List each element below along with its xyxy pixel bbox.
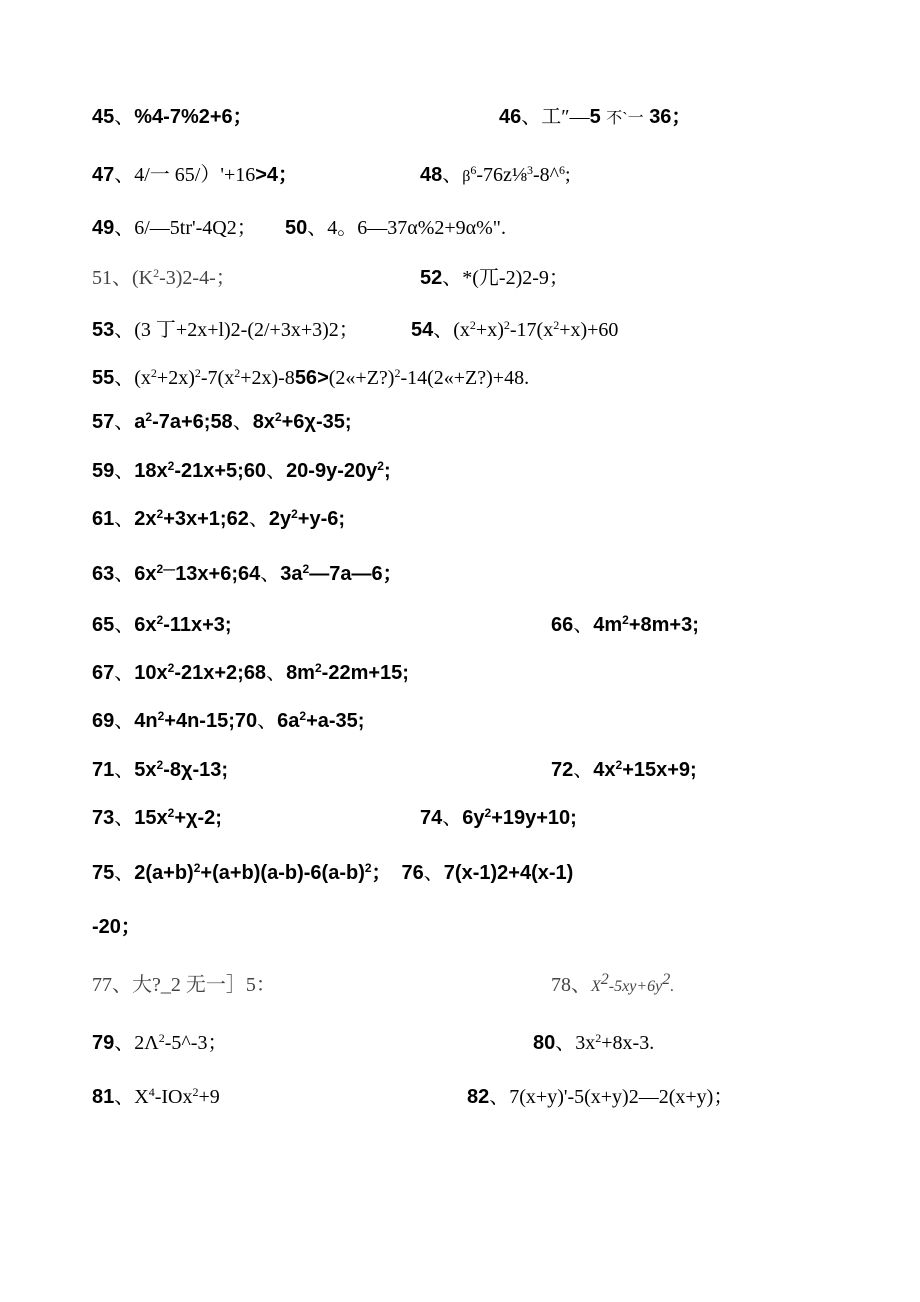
problem-54: 54、$(x^2+x)^2-17(x^2+x)+60$ [411,318,619,341]
problem-number: 56 [294,367,318,389]
problem-81: 81、$X^4-IOx^2+9$ [92,1085,220,1108]
problem-number: 53 [92,319,115,341]
problem-63-64: 63、$6x^{2—}13x+6;64$、$3a^2—7a—6$； [92,562,403,585]
problem-number: 45 [92,106,115,128]
problem-number: 54 [411,319,434,341]
problem-number: 51 [92,267,112,289]
problem-59-60: 59、$18x^2-21x+5;60$、$20-9y-20y^2$; [92,459,391,482]
problem-46: 46、工″—5 不`一 36； [499,106,692,128]
problem-71: 71、$5x^2-8\chi-13$; [92,758,229,781]
problem-73: 73、$15x^2+\chi-2$; [92,806,222,829]
problem-49: 49、6/—5tr'-4Q2； [92,217,257,239]
problem-65: 65、$6x^2-11x+3$; [92,613,232,636]
problem-76-continuation: -20； [92,916,141,938]
problem-55-56: 55、$(x^2+2x)^2-7(x^2+2x)-856>(2«+Z?)^2-14(2«+Z?)+48$. [92,366,530,389]
problem-number: 55 [92,367,115,389]
problem-69-70: 69、$4n^2+4n-15;70$、$6a^2+a-35$; [92,709,365,732]
problem-80: 80、$3x^2+8x-3$. [533,1031,655,1054]
problem-77: 77、大?_2 无一］5： [92,974,276,996]
problem-51: 51、$(K^2-3)2-4-$； [92,266,236,289]
problem-53: 53、(3 丁+2x+l)2-(2/+3x+3)2； [92,319,359,341]
problem-61-62: 61、$2x^2+3x+1;62$、$2y^2+y-6$; [92,507,346,530]
problem-number: 48 [420,164,443,186]
problem-48: 48、$\beta^6-76z\frac{1}{8}^3-8\^{}^6$; [420,163,571,186]
problem-57-58: 57、$a^2-7a+6;58$、$8x^2+6\chi-35$; [92,410,352,433]
problem-number: 47 [92,164,115,186]
problem-66: 66、$4m^2+8m+3$; [551,613,699,636]
problem-47: 47、4/一 65/）'+16>4； [92,164,299,186]
problem-82: 82、7(x+y)'-5(x+y)2—2(x+y)； [467,1086,734,1108]
problem-expression: %4-7%2+6； [134,106,253,128]
problem-67-68: 67、$10x^2-21x+2;68$、$8m^2-22m+15$; [92,661,409,684]
problem-78: 78、$X^2-5xy+6y^2$. [551,971,675,996]
problem-75-76: 75、$2(a+b)^2+(a+b)(a-b)-6(a-b)^2$； 76、7(x-1)2+4(x-1) [92,861,574,884]
problem-number: 46 [499,106,522,128]
problem-number: 49 [92,217,115,239]
problem-74: 74、$6y^2+19y+10$; [420,806,577,829]
problem-79: 79、$2\Lambda^2-5\^{}-3$； [92,1031,228,1054]
problem-45: 45、%4-7%2+6； [92,106,253,128]
problem-50: 50、4。6—37α%2+9α%". [285,217,506,239]
problem-number: 50 [285,217,308,239]
problem-number: 52 [420,267,443,289]
problem-52: 52、*(兀-2)2-9； [420,267,569,289]
problem-72: 72、$4x^2+15x+9$; [551,758,697,781]
